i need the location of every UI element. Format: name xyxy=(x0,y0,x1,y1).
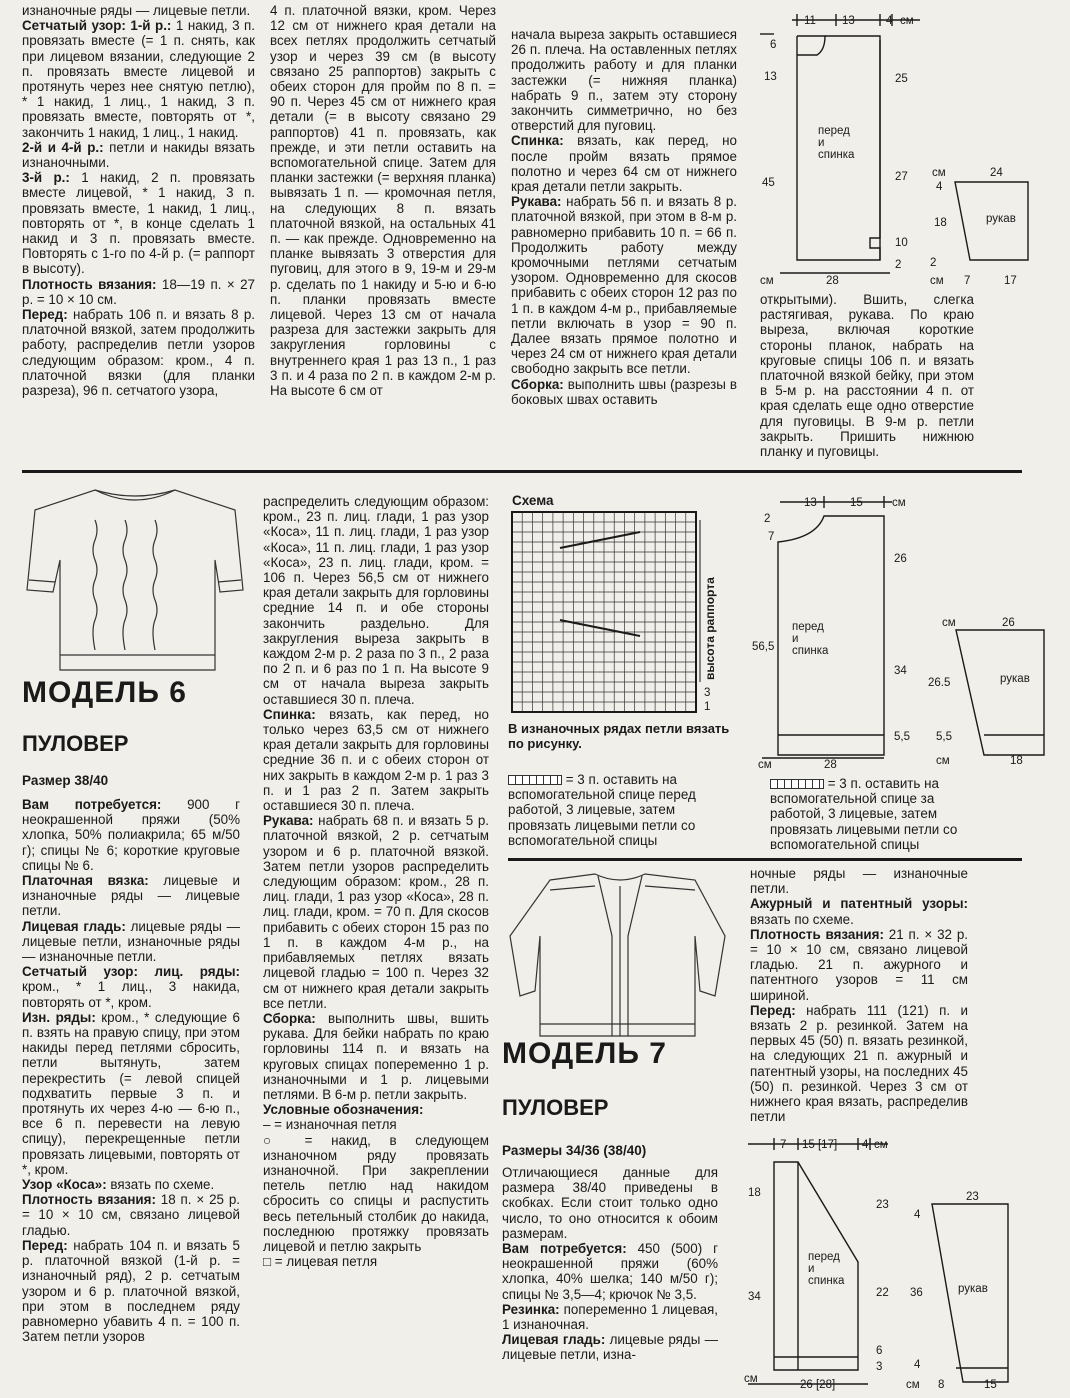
top-sleeve-label: рукав xyxy=(986,213,1016,225)
paragraph-text: выполнить швы (разрезы в боковых швах оставить xyxy=(511,376,737,407)
paragraph-heading: Перед: xyxy=(22,307,68,323)
paragraph-heading: Сборка: xyxy=(511,376,564,392)
paragraph xyxy=(22,277,255,307)
section-divider-2 xyxy=(508,858,1022,861)
paragraph-text: вязать по схеме. xyxy=(750,911,854,927)
paragraph-heading: Сетчатый узор: 1-й р.: xyxy=(22,18,172,34)
section-divider-1 xyxy=(22,470,1022,473)
top-dia-right-25: 25 xyxy=(895,73,908,85)
top-text-col-4 xyxy=(760,292,974,459)
model6-schema-mark-3: 3 xyxy=(704,687,711,699)
model7-subtitle: ПУЛОВЕР xyxy=(502,1095,609,1120)
top-sleeve-cm-bottom: см xyxy=(930,275,944,287)
paragraph xyxy=(511,377,737,407)
top-dia-bottom-28: 28 xyxy=(826,275,839,287)
model6-subtitle: ПУЛОВЕР xyxy=(22,731,129,756)
paragraph-text: кром., * 1 лиц., 3 накида, повторять от *, кром. xyxy=(22,979,240,1010)
paragraph-text: 450 (500) г неокрашенной пряжи (60% хлопка, 40% шелка; 140 м/50 г); спицы № 3,5—4; крючок № 3,5. xyxy=(502,1241,718,1302)
paragraph-text: – = изнаночная петля xyxy=(263,1117,397,1133)
model7-sleeve-bottom-8: 8 xyxy=(938,1379,945,1391)
paragraph-heading: Перед: xyxy=(22,1237,68,1253)
model7-sleeve-top: 23 xyxy=(966,1191,979,1203)
paragraph xyxy=(263,1011,489,1102)
paragraph xyxy=(22,3,255,18)
paragraph-text: петли и накиды вязать изнаночными. xyxy=(22,139,255,171)
top-sleeve-cm: см xyxy=(932,167,946,179)
model6-dia-piece-3: спинка xyxy=(792,645,829,657)
model6-knit-chart xyxy=(510,510,730,720)
paragraph-heading: Сетчатый узор: лиц. ряды: xyxy=(22,964,240,980)
paragraph xyxy=(263,494,489,707)
paragraph xyxy=(22,1192,240,1238)
paragraph xyxy=(502,1241,718,1302)
paragraph-text: 900 г неокрашенной пряжи (50% хлопка, 50% полиакрила; 65 м/50 г); спицы № 6; короткие круговые спицы № 6. xyxy=(22,797,240,873)
paragraph-heading: Резинка: xyxy=(502,1301,560,1317)
model6-dia-right-26: 26 xyxy=(894,553,907,565)
model6-sleeve-left-265: 26.5 xyxy=(928,677,951,689)
paragraph xyxy=(22,170,255,276)
top-dia-piece-1: перед xyxy=(818,125,850,137)
model7-dia-piece-1: перед xyxy=(808,1251,840,1263)
paragraph-text: 1 накид, 2 п. провязать вместе лицевой, * 1 накид, 3 п. провязать вместе, 1 накид, 1 лиц., повторять от *, в конце сделать 1 накид и 3 п. провязать вместе. Повторять с 1-го по 4-й р. (= раппорт в высоту). xyxy=(22,170,255,277)
paragraph xyxy=(22,1010,240,1177)
paragraph xyxy=(22,140,255,170)
paragraph-text: лицевые ряды — лицевые петли, изна- xyxy=(502,1332,719,1363)
paragraph xyxy=(502,1302,718,1332)
model7-title: МОДЕЛЬ 7 xyxy=(502,1037,667,1070)
model7-dia-mark-7: 7 xyxy=(780,1139,787,1151)
paragraph-text: распределить следующим образом: кром., 23 п. лиц. глади, 1 раз узор «Коса», 11 п. лиц. глади, 1 раз узор «Коса», 11 п. лиц. глади, 1 раз узор «Коса», 23 п. лиц. глади, кром. = 106 п. Через 56,5 см от нижнего края детали закрыть для горловины средние 14 п. и обе стороны закончить раздельно. Для закругления выреза закрыть в каждом 2-м р. 2 раза по 3 п., 2 раза по 2 п. и 6 раз по 1 п. На высоте 9 см от начала выреза закрыть оставшиеся 30 п. плеча. xyxy=(263,494,489,707)
model6-dia-right-34: 34 xyxy=(894,665,907,677)
paragraph-heading: Узор «Коса»: xyxy=(22,1177,107,1193)
paragraph-heading: Рукава: xyxy=(263,813,314,829)
paragraph xyxy=(22,919,240,965)
paragraph-heading: Лицевая гладь: xyxy=(22,918,126,934)
model7-dia-mark-4: 4 xyxy=(862,1139,869,1151)
top-dia-right-10: 10 xyxy=(895,237,908,249)
top-sleeve-bottom-7: 7 xyxy=(964,275,971,287)
model7-dia-left-34: 34 xyxy=(748,1291,761,1303)
model6-sleeve-label: рукав xyxy=(1000,673,1030,685)
paragraph xyxy=(511,194,737,376)
paragraph xyxy=(263,1102,489,1117)
paragraph-text: лицевые и изнаночные ряды — лицевые петли. xyxy=(22,873,240,919)
paragraph-text: ночные ряды — изнаночные петли. xyxy=(750,866,968,897)
paragraph-heading: Плотность вязания: xyxy=(22,276,157,292)
model6-schema-title: Схема xyxy=(512,493,554,508)
paragraph xyxy=(511,27,737,133)
top-text-col-2 xyxy=(270,3,496,398)
model6-schema-caption: В изнаночных рядах петли вязать по рисунку. xyxy=(508,721,730,751)
model6-sleeve-cm-bottom: см xyxy=(936,755,950,767)
paragraph xyxy=(22,18,255,140)
top-dia-mark-4: 4 xyxy=(886,15,893,27)
paragraph-text: вязать по схеме. xyxy=(106,1177,215,1193)
top-sleeve-bottom-17: 17 xyxy=(1004,275,1017,287)
top-sleeve-left-4: 4 xyxy=(936,181,943,193)
paragraph-text: 18 п. × 25 р. = 10 × 10 см, связано лицевой гладью. xyxy=(22,1192,240,1238)
paragraph-text: открытыми). Вшить, слегка растягивая, рукава. По краю выреза, включая короткие стороны планок, набрать на круговые спицы 106 п. и вязать платочной вязкой бейку, при этом в 5-м р. на расстоянии 4 п. от края сделать еще одно отверстие для пуговицы. В 9-м р. петли закрыть. Пришить нижнюю планку и пуговицы. xyxy=(760,292,974,460)
model6-dia-bottom-28: 28 xyxy=(824,759,837,771)
paragraph-text: изнаночные ряды — лицевые петли. xyxy=(22,3,251,18)
top-dia-left-13: 13 xyxy=(764,71,777,83)
paragraph-text: вязать, как перед, но только через 63,5 см от нижнего края детали закрыть для горловины средние 36 п. и с обеих сторон от них закрыть в каждом 2-м р. 1 раз 3 п. и 1 раз 2 п. Затем закрыть оставшиеся 30 п. плеча. xyxy=(263,706,489,814)
model6-dia-right-55: 5,5 xyxy=(894,731,910,743)
model7-cardigan-illustration xyxy=(500,866,740,1046)
paragraph xyxy=(263,1117,489,1132)
paragraph xyxy=(22,1177,240,1192)
model6-dia-mark-13: 13 xyxy=(804,497,817,509)
paragraph xyxy=(502,1332,718,1362)
model6-size: Размер 38/40 xyxy=(22,773,109,788)
model7-dia-bottom: 26 [28] xyxy=(800,1379,836,1391)
model7-dia-right-22: 22 xyxy=(876,1287,889,1299)
paragraph xyxy=(22,873,240,919)
paragraph-text: набрать 111 (121) п. и вязать 2 р. резинкой. Затем на первых 45 (50) п. вязать резинкой, на следующих 21 п. ажурный и патентный узоры, на последних 45 (50) п. резинкой. Через 3 см от нижнего края вязать, распределив петли xyxy=(750,1002,968,1125)
paragraph xyxy=(22,1238,240,1344)
model7-dia-piece-3: спинка xyxy=(808,1275,845,1287)
paragraph-text: вязать, как перед, но после пройм вязать прямое полотно и через 64 см от нижнего края детали петли закрыть. xyxy=(511,133,737,195)
model6-sleeve-cm: см xyxy=(942,617,956,629)
model6-sleeve-bottom-18: 18 xyxy=(1010,755,1023,767)
model6-sleeve-left-55: 5,5 xyxy=(936,731,952,743)
model7-sleeve-left-4b: 4 xyxy=(914,1359,921,1371)
model7-dia-cm: см xyxy=(874,1139,888,1151)
model6-dia-left-7: 7 xyxy=(768,531,775,543)
paragraph-text: □ = лицевая петля xyxy=(263,1254,378,1270)
model6-dia-mark-15: 15 xyxy=(850,497,863,509)
top-sleeve-top: 24 xyxy=(990,167,1003,179)
model7-dia-right-6: 6 xyxy=(876,1345,883,1357)
paragraph xyxy=(511,133,737,194)
cable-front-icon xyxy=(508,775,562,785)
model7-dia-mark-15: 15 [17] xyxy=(802,1139,838,1151)
model7-sleeve-label: рукав xyxy=(958,1283,988,1295)
model6-dia-cm-bottom: см xyxy=(758,759,772,771)
paragraph xyxy=(263,1254,489,1269)
model6-dia-piece-1: перед xyxy=(792,621,824,633)
model7-dia-right-23: 23 xyxy=(876,1199,889,1211)
paragraph xyxy=(263,813,489,1011)
paragraph-heading: Сборка: xyxy=(263,1010,316,1026)
paragraph-text: набрать 104 п. и вязать 5 р. платочной вязкой (1-й р. = изнаночный ряд), 2 р. сетчатым узором и 6 р. платочной вязкой, при этом в последнем ряду равномерно убавить 4 п. = 100 п. Затем петли узоров xyxy=(22,1237,240,1345)
model6-sleeve-top: 26 xyxy=(1002,617,1015,629)
top-dia-right-2: 2 xyxy=(895,259,902,271)
model6-legend-back-text: = 3 п. оставить на вспомогательной спице за работой, 3 лицевые, затем провязать лицевыми петли со вспомогательной спицы xyxy=(770,776,958,852)
model6-dia-piece-2: и xyxy=(792,633,799,645)
paragraph xyxy=(750,866,968,896)
model6-schema-mark-1: 1 xyxy=(704,701,711,713)
paragraph-heading: Плотность вязания: xyxy=(22,1192,156,1208)
top-dia-mark-13: 13 xyxy=(842,15,855,27)
top-text-col-1 xyxy=(22,3,255,398)
model7-size: Размеры 34/36 (38/40) xyxy=(502,1143,647,1158)
model6-title: МОДЕЛЬ 6 xyxy=(22,676,187,709)
paragraph-heading: Ажурный и патентный узоры: xyxy=(750,896,968,912)
paragraph-text: 21 п. × 32 р. = 10 × 10 см, связано лицевой гладью. 21 п. ажурного и патентного узоров = 11 см шириной. xyxy=(750,926,968,1003)
paragraph xyxy=(22,797,240,873)
model7-dia-left-18: 18 xyxy=(748,1187,761,1199)
paragraph-heading: Изн. ряды: xyxy=(22,1009,96,1025)
top-dia-mark-11: 11 xyxy=(804,15,816,27)
model7-sleeve-cm-bottom: см xyxy=(906,1379,920,1391)
model7-dia-piece-2: и xyxy=(808,1263,815,1275)
top-sleeve-left-2: 2 xyxy=(930,257,937,269)
paragraph-heading: Плотность вязания: xyxy=(750,926,884,942)
paragraph-heading: Рукава: xyxy=(511,194,562,210)
model6-sweater-illustration xyxy=(15,480,255,680)
top-pattern-diagram xyxy=(750,10,1050,300)
paragraph-text: лицевые ряды — лицевые петли, изнаночные ряды — изнаночные петли. xyxy=(22,918,241,965)
paragraph-text: ○ = накид, в следующем изнаночном ряду провязать изнаночной. При закреплении петель петлю над накидом сбросить со спицы и распустить весь петельный столбик до накида, последнюю протяжку провязать лицевой и петлю закрыть xyxy=(263,1132,489,1254)
model6-dia-cm: см xyxy=(892,497,906,509)
top-sleeve-left-18: 18 xyxy=(934,217,947,229)
paragraph-text: набрать 56 п. и вязать 8 р. платочной вязкой, при этом в 8-м р. равномерно прибавить 10 п. = 66 п. Продолжить работу между кромочными петлями сетчатым узором. Одновременно для скосов прибавить с обеих сторон 12 раз по 1 п. в каждом 4-м р., прибавляемые петли включать в узор = 90 п. Далее вязать прямое полотно и через 24 см от нижнего края детали свободно закрыть все петли. xyxy=(511,194,737,377)
model6-dia-left-56: 56,5 xyxy=(752,641,775,653)
paragraph xyxy=(750,927,968,1003)
paragraph-heading: 2-й и 4-й р.: xyxy=(22,139,104,155)
model6-text-col-2 xyxy=(263,494,489,1269)
paragraph-text: Отличающиеся данные для размера 38/40 приведены в скобках. Если стоит только одно число, то оно относится к обоим размерам. xyxy=(502,1165,718,1241)
paragraph-heading: Вам потребуется: xyxy=(502,1241,627,1257)
top-dia-cm-bottom: см xyxy=(760,275,774,287)
cable-back-icon xyxy=(770,779,824,789)
paragraph-text: 1 накид, 3 п. провязать вместе (= 1 п. снять, как при лицевом вязании, следующие 2 п. провязать вместе лицевой и протянуть через нее снятую петлю), * 1 накид, 1 лиц., 1 накид, 3 п. провязать вместе, повторять от *, закончить 1 накид, 1 лиц., 1 накид. xyxy=(22,18,256,140)
paragraph xyxy=(502,1165,718,1241)
paragraph xyxy=(750,896,968,926)
paragraph xyxy=(263,1133,489,1255)
model6-text-col-1 xyxy=(22,797,240,1344)
paragraph-heading: Перед: xyxy=(750,1002,796,1018)
model7-text-col-2 xyxy=(750,866,968,1124)
paragraph-heading: Условные обозначения: xyxy=(263,1102,424,1118)
paragraph-text: набрать 106 п. и вязать 8 р. платочной вязкой, затем продолжить работу, распределив петли узоров следующим образом: кром., 4 п. платочной вязки (для планки разреза), 96 п. сетчатого узора, xyxy=(22,307,255,399)
paragraph-heading: Спинка: xyxy=(511,133,564,149)
paragraph-text: 4 п. платочной вязки, кром. Через 12 см от нижнего края детали на всех петлях продолжить сетчатый узор и через 39 см (в высоту связано 25 раппортов) закрыть с обеих сторон для пройм по 8 п. = 90 п. Через 45 см от нижнего края детали (= в высоту связано 29 раппортов) 41 п. провязать, как прежде, и эти петли оставить на вспомогательной спице. Затем для планки застежки (= верхняя планка) вывязать 1 п. — кромочная петля, на следующих 8 п. вязать платочной вязкой, на остальных 41 п. — как прежде. Одновременно на планке вывязать 3 отверстия для пуговиц, для этого в 9, 19-м и 29-м р. сделать по 1 накиду и 5-ю и 6-ю п. планки провязать вместе лицевой. Через 13 см от начала разреза для застежки закрыть для закругления горловины с внутреннего края 1 раз 13 п., 1 раз 3 п. и 4 раза по 2 п. в каждом 2-м р. На высоте 6 см от xyxy=(270,3,496,399)
paragraph-heading: 3-й р.: xyxy=(22,170,70,186)
model6-dia-left-2: 2 xyxy=(764,513,771,525)
top-dia-cm: см xyxy=(900,15,914,27)
paragraph-text: набрать 68 п. и вязать 5 р. платочной вязкой, 2 р. сетчатым узором и 6 р. платочной вязкой. Затем петли узоров распределить следующим образом: кром., 28 п. лиц. глади, 1 раз узор «Коса», 28 п. лиц. глади, кром. = 70 п. Для скосов прибавить с обеих сторон 15 раз по 1 п. в каждом 4-м р., на прибавляемых петлях вязать лицевой гладью = 100 п. Через 32 см от нижнего края детали закрыть все петли. xyxy=(263,813,489,1011)
model7-sleeve-left-36: 36 xyxy=(910,1287,923,1299)
paragraph-text: начала выреза закрыть оставшиеся 26 п. плеча. На оставленных петлях продолжить работу и для планки застежки (= нижняя планка) набрать 9 п., затем эту сторону закончить симметрично, но без отверстий для пуговиц. xyxy=(511,27,737,134)
paragraph-text: 18—19 п. × 27 р. = 10 × 10 см. xyxy=(22,276,256,307)
paragraph xyxy=(750,1003,968,1125)
paragraph-heading: Лицевая гладь: xyxy=(502,1332,606,1348)
top-dia-left-45: 45 xyxy=(762,177,775,189)
model6-legend-front-text: = 3 п. оставить на вспомогательной спице перед работой, 3 лицевые, затем провязать лицевыми петли со вспомогательной спицы xyxy=(508,772,696,848)
model7-text-col-1 xyxy=(502,1165,718,1363)
top-dia-piece-3: спинка xyxy=(818,149,855,161)
model7-dia-cm-bottom: см xyxy=(744,1373,758,1385)
paragraph-heading: Вам потребуется: xyxy=(22,797,162,812)
paragraph xyxy=(22,964,240,1010)
model6-legend-back xyxy=(770,776,980,852)
model7-dia-right-3: 3 xyxy=(876,1361,883,1373)
model6-legend-front xyxy=(508,772,734,848)
top-dia-left-6: 6 xyxy=(770,39,777,51)
model7-pattern-diagram xyxy=(738,1132,1028,1392)
paragraph-text: кром., * следующие 6 п. взять на правую спицу, при этом накиды перед петлями сбросить, петли вытянуть, затем перекрестить (= левой спицей подхватить первые 3 п. и протянуть их через 4-ю — 6-ю п., все 6 п. перевести на левую спицу), перекрещенные петли провязать лицевыми, повторять от *, кром. xyxy=(22,1009,240,1177)
top-text-col-3 xyxy=(511,27,737,407)
model6-pattern-diagram xyxy=(752,490,1032,770)
paragraph xyxy=(760,292,974,459)
paragraph-heading: Платочная вязка: xyxy=(22,873,149,889)
paragraph xyxy=(263,707,489,813)
model6-schema-side-label: высота раппорта xyxy=(703,577,717,680)
paragraph xyxy=(270,3,496,398)
paragraph-heading: Спинка: xyxy=(263,706,316,722)
paragraph-text: выполнить швы, вшить рукава. Для бейки набрать по краю горловины 114 п. и вязать на круговых спицах попеременно 1 р. изнаночными и 1 р. лицевыми петлями. В 6-м р. петли закрыть. xyxy=(263,1010,489,1102)
model7-sleeve-bottom-15: 15 xyxy=(984,1379,997,1391)
top-dia-piece-2: и xyxy=(818,137,825,149)
paragraph xyxy=(22,307,255,398)
top-dia-right-27: 27 xyxy=(895,171,908,183)
paragraph-text: попеременно 1 лицевая, 1 изнаночная. xyxy=(502,1301,718,1333)
model7-sleeve-left-4: 4 xyxy=(914,1209,921,1221)
